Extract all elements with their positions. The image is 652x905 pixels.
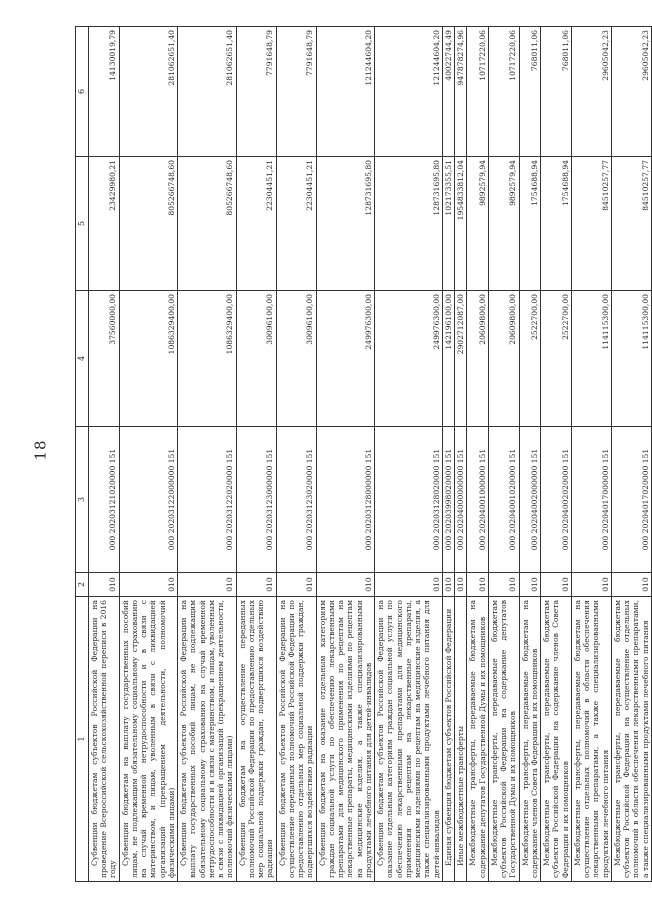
row-kbk-cell: 000 20203123020000 151 <box>276 427 316 573</box>
row-name-cell: Субвенции бюджетам субъектов Российской Федерации на выплату государственных пособий лицам, не подлежащим обязательному социальному страхованию на случай временной нетрудоспособности и в связи с материнством, и лицам, уволенным в связи с ликвидацией организаций (прекращением деятельности, полномочий физическими лицами) <box>178 597 237 882</box>
row-executed-cell: 22304451,21 <box>276 157 316 291</box>
row-executed-cell: 84510257,77 <box>571 157 611 291</box>
row-remaining-cell: 10717220,06 <box>488 27 519 157</box>
row-planned-cell: 37560000,00 <box>88 291 119 427</box>
row-kbk-cell: 000 20203998020000 151 <box>442 427 454 573</box>
row-code-cell: 010 <box>488 573 519 597</box>
row-kbk-cell: 000 20203123000000 151 <box>236 427 276 573</box>
row-name-cell: Субвенции бюджетам субъектов Российской Федерации на осуществление переданных полномочий Российской Федерации по предоставлению отдельных мер социальной поддержки граждан, подвергшихся воздействию радиации <box>276 597 316 882</box>
row-executed-cell: 23429980,21 <box>88 157 119 291</box>
row-executed-cell: 128731695,80 <box>316 157 375 291</box>
table-row <box>236 27 276 882</box>
row-name-cell: Субвенции бюджетам субъектов Российской Федерации на проведение Всероссийской сельскохозяйственной переписи в 2016 году <box>88 597 119 882</box>
row-code-cell: 010 <box>611 573 651 597</box>
row-executed-cell: 1754688,94 <box>541 157 572 291</box>
row-kbk-cell: 000 20204001020000 151 <box>488 427 519 573</box>
column-header: 1 <box>76 597 89 882</box>
row-executed-cell: 1954833812,04 <box>455 157 467 291</box>
row-planned-cell: 249976300,00 <box>316 291 375 427</box>
row-planned-cell: 2522700,00 <box>541 291 572 427</box>
row-code-cell: 010 <box>88 573 119 597</box>
row-kbk-cell: 000 20204001000000 151 <box>467 427 489 573</box>
page-number: 18 <box>31 439 50 461</box>
table-body <box>88 27 651 882</box>
row-remaining-cell: 40022744,49 <box>442 27 454 157</box>
row-code-cell: 010 <box>541 573 572 597</box>
row-code-cell: 010 <box>119 573 178 597</box>
row-remaining-cell: 7791648,79 <box>276 27 316 157</box>
row-executed-cell: 84510257,77 <box>611 157 651 291</box>
row-remaining-cell: 29605042,23 <box>571 27 611 157</box>
budget-table <box>75 26 652 882</box>
row-planned-cell: 249976300,00 <box>375 291 443 427</box>
row-kbk-cell: 000 20204017020000 151 <box>611 427 651 573</box>
row-kbk-cell: 000 20203122000000 151 <box>119 427 178 573</box>
row-name-cell: Субвенции бюджетам на осуществление переданных полномочий Российской Федерации по предоставлению отдельных мер социальной поддержки граждан, подвергшихся воздействию радиации <box>236 597 276 882</box>
row-remaining-cell: 947878274,96 <box>455 27 467 157</box>
row-planned-cell: 114115300,00 <box>611 291 651 427</box>
table-row <box>571 27 611 882</box>
row-planned-cell: 30096100,00 <box>276 291 316 427</box>
row-code-cell: 010 <box>571 573 611 597</box>
table-row <box>519 27 541 882</box>
table-header-row <box>76 27 89 882</box>
row-name-cell: Межбюджетные трансферты, передаваемые бюджетам субъектов Российской Федерации на содержание депутатов Государственной Думы и их помощников <box>488 597 519 882</box>
row-planned-cell: 2522700,00 <box>519 291 541 427</box>
row-kbk-cell: 000 20204002000000 151 <box>519 427 541 573</box>
row-name-cell: Межбюджетные трансферты, передаваемые бюджетам на осуществление отдельных полномочий в области обеспечения лекарственными препаратами, а также специализированными продуктами лечебного питания <box>571 597 611 882</box>
row-code-cell: 010 <box>455 573 467 597</box>
row-planned-cell: 20609800,00 <box>467 291 489 427</box>
table-row <box>316 27 375 882</box>
table-row <box>467 27 489 882</box>
row-remaining-cell: 10717220,06 <box>467 27 489 157</box>
row-kbk-cell: 000 20203128020000 151 <box>375 427 443 573</box>
table-row <box>178 27 237 882</box>
row-name-cell: Межбюджетные трансферты, передаваемые бюджетам на содержание депутатов Государственной Думы и их помощников <box>467 597 489 882</box>
column-header: 4 <box>76 291 89 427</box>
row-planned-cell: 1086329400,00 <box>119 291 178 427</box>
row-remaining-cell: 121244604,20 <box>375 27 443 157</box>
table-row <box>276 27 316 882</box>
column-header: 5 <box>76 157 89 291</box>
row-name-cell: Межбюджетные трансферты, передаваемые бюджетам субъектов Российской Федерации на содержание членов Совета Федерации и их помощников <box>541 597 572 882</box>
row-code-cell: 010 <box>276 573 316 597</box>
table-row <box>455 27 467 882</box>
row-kbk-cell: 000 20204002020000 151 <box>541 427 572 573</box>
row-code-cell: 010 <box>442 573 454 597</box>
table-row <box>88 27 119 882</box>
rotated-table-wrapper <box>75 27 650 882</box>
column-header: 3 <box>76 427 89 573</box>
row-planned-cell: 1086329400,00 <box>178 291 237 427</box>
row-planned-cell: 20609800,00 <box>488 291 519 427</box>
column-header: 2 <box>76 573 89 597</box>
row-name-cell: Субвенции бюджетам субъектов Российской Федерации на оказание отдельным категориям граждан социальной услуги по обеспечению лекарственными препаратами для медицинского применения по рецептам на лекарственные препараты, медицинскими изделиями по рецептам на медицинские изделия, а также специализированными продуктами лечебного питания для детей-инвалидов <box>375 597 443 882</box>
table-row <box>488 27 519 882</box>
row-executed-cell: 102173355,51 <box>442 157 454 291</box>
row-kbk-cell: 000 20204017000000 151 <box>571 427 611 573</box>
row-executed-cell: 9892579,94 <box>467 157 489 291</box>
row-name-cell: Единая субвенция бюджетам субъектов Российской Федерации <box>442 597 454 882</box>
row-planned-cell: 30096100,00 <box>236 291 276 427</box>
row-executed-cell: 1754688,94 <box>519 157 541 291</box>
row-kbk-cell: 000 20203121020000 151 <box>88 427 119 573</box>
row-executed-cell: 9892579,94 <box>488 157 519 291</box>
table-row <box>442 27 454 882</box>
row-code-cell: 010 <box>519 573 541 597</box>
row-planned-cell: 142196100,00 <box>442 291 454 427</box>
row-remaining-cell: 7791648,79 <box>236 27 276 157</box>
row-name-cell: Иные межбюджетные трансферты <box>455 597 467 882</box>
row-kbk-cell: 000 20203122020000 151 <box>178 427 237 573</box>
row-kbk-cell: 000 20203128000000 151 <box>316 427 375 573</box>
row-code-cell: 010 <box>375 573 443 597</box>
table-row <box>541 27 572 882</box>
row-code-cell: 010 <box>316 573 375 597</box>
row-remaining-cell: 281062651,40 <box>178 27 237 157</box>
row-remaining-cell: 281062651,40 <box>119 27 178 157</box>
column-header: 6 <box>76 27 89 157</box>
row-kbk-cell: 000 20204000000000 151 <box>455 427 467 573</box>
row-remaining-cell: 121244604,20 <box>316 27 375 157</box>
row-executed-cell: 22304451,21 <box>236 157 276 291</box>
row-name-cell: Межбюджетные трансферты, передаваемые бюджетам субъектов Российской Федерации на осуществление отдельных полномочий в области обеспечения лекарственными препаратами, а также специализированными продуктами лечебного питания <box>611 597 651 882</box>
row-code-cell: 010 <box>236 573 276 597</box>
row-planned-cell: 2902712087,00 <box>455 291 467 427</box>
row-name-cell: Межбюджетные трансферты, передаваемые бюджетам на содержание членов Совета Федерации и их помощников <box>519 597 541 882</box>
row-remaining-cell: 29605042,23 <box>611 27 651 157</box>
table-row <box>119 27 178 882</box>
row-executed-cell: 805266748,60 <box>119 157 178 291</box>
row-name-cell: Субвенции бюджетам на оказание отдельным категориям граждан социальной услуги по обеспечению лекарственными препаратами для медицинского применения по рецептам на лекарственные препараты, медицинскими изделиями по рецептам на медицинские изделия, а также специализированными продуктами лечебного питания для детей-инвалидов <box>316 597 375 882</box>
row-remaining-cell: 14130019,79 <box>88 27 119 157</box>
table-row <box>611 27 651 882</box>
row-name-cell: Субвенции бюджетам на выплату государственных пособий лицам, не подлежащим обязательному социальному страхованию на случай временной нетрудоспособности и в связи с материнством, и лицам, уволенным в связи с ликвидацией организаций (прекращением деятельности, полномочий физическими лицами) <box>119 597 178 882</box>
row-remaining-cell: 768011,06 <box>541 27 572 157</box>
row-executed-cell: 805266748,60 <box>178 157 237 291</box>
row-executed-cell: 128731695,80 <box>375 157 443 291</box>
row-code-cell: 010 <box>467 573 489 597</box>
row-code-cell: 010 <box>178 573 237 597</box>
row-remaining-cell: 768011,06 <box>519 27 541 157</box>
row-planned-cell: 114115300,00 <box>571 291 611 427</box>
table-row <box>375 27 443 882</box>
